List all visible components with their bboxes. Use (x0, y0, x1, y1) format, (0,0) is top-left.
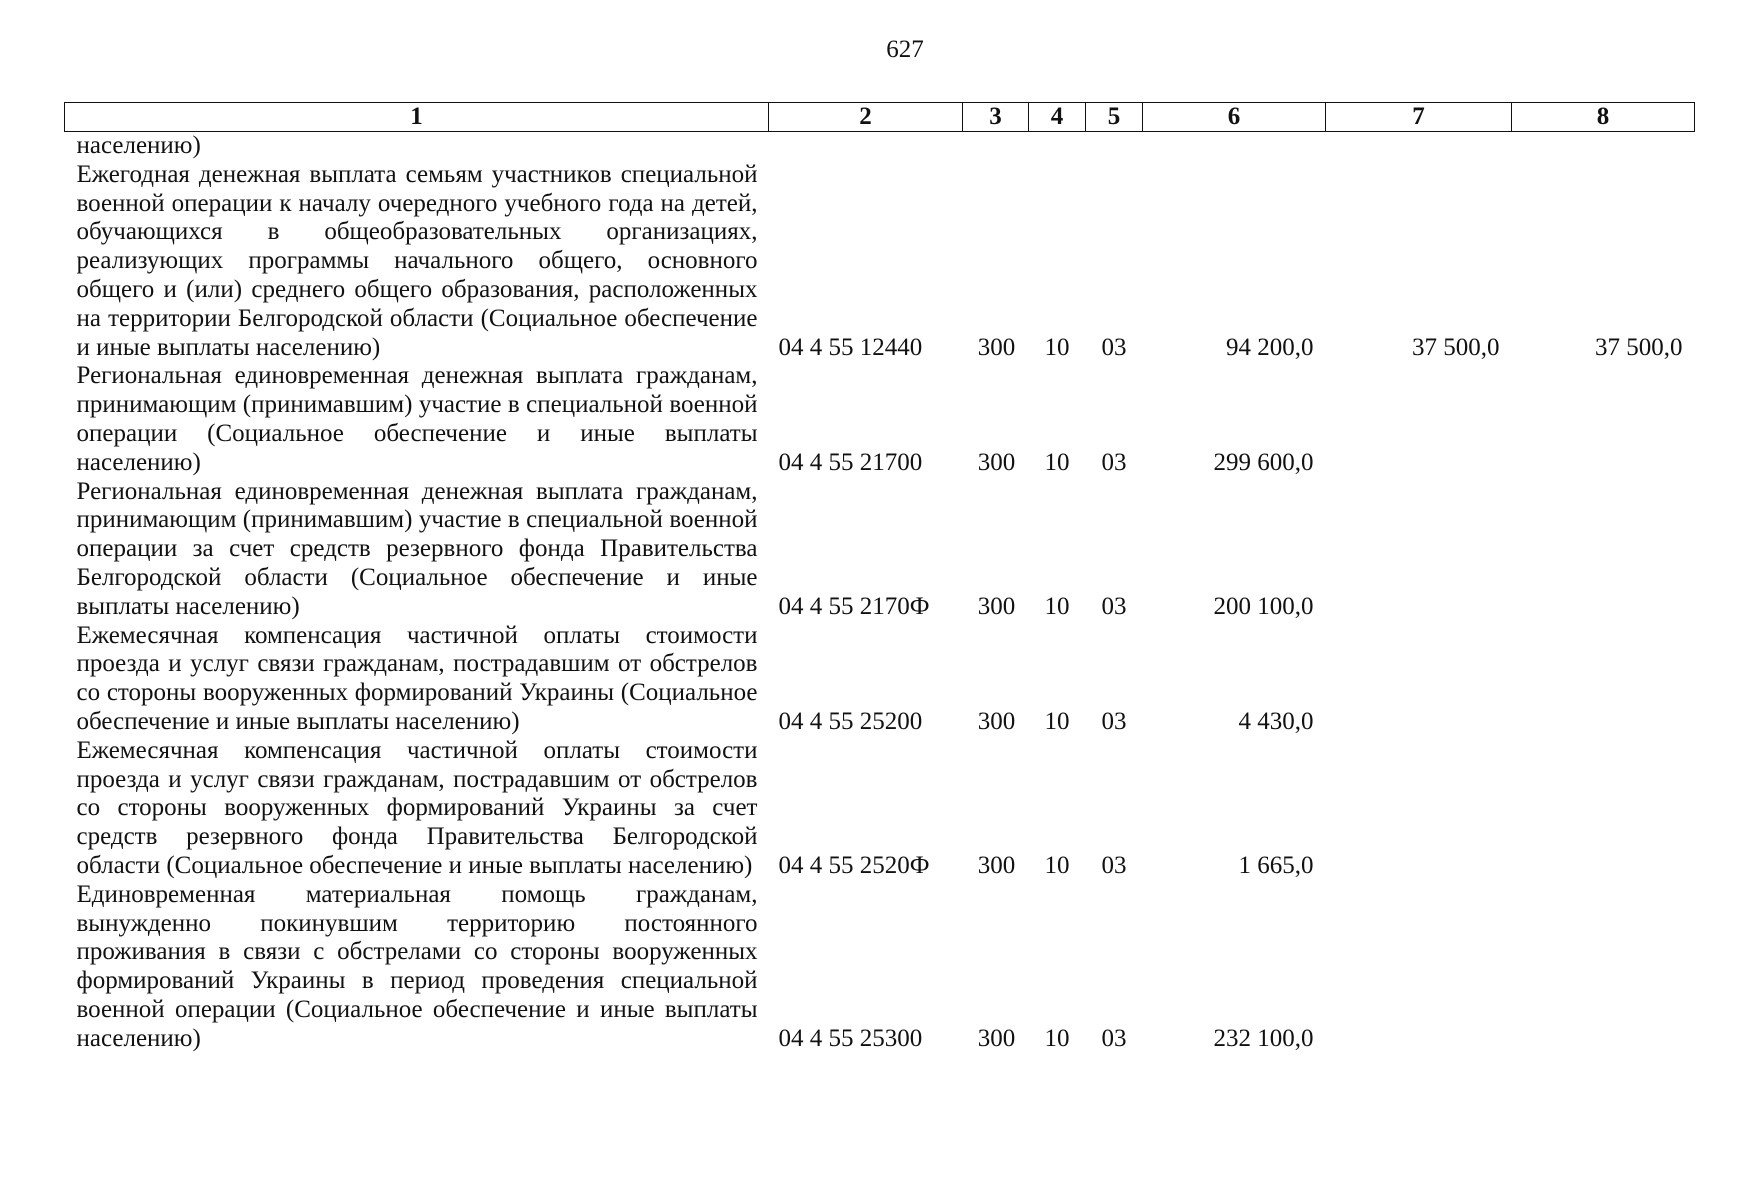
row-col-5: 03 (1101, 448, 1127, 476)
row-col-4: 10 (1044, 707, 1070, 735)
header-col-2: 2 (769, 103, 963, 132)
row-description: населению) (76, 132, 201, 159)
row-col-8: 37 500,0 (1595, 333, 1683, 361)
row-col-7: 37 500,0 (1412, 333, 1500, 361)
table-body (65, 132, 1695, 1054)
row-code: 04 4 55 12440 (778, 333, 923, 361)
header-col-4: 4 (1029, 103, 1086, 132)
row-col-3: 300 (977, 448, 1016, 476)
row-col-6 (1143, 132, 1326, 161)
row-code: 04 4 55 25300 (778, 1024, 923, 1052)
row-description: Ежемесячная компенсация частичной оплаты стоимости проезда и услуг связи гражданам, пострадавшим от обстрелов со стороны вооруженных формирований Украины (Социальное обеспечение и иные выплаты населению) (76, 621, 758, 735)
row-col-7 (1326, 478, 1512, 622)
row-col-4 (1029, 132, 1086, 161)
row-code: 04 4 55 2170Ф (778, 592, 930, 620)
row-col-3: 300 (977, 851, 1016, 879)
row-col-6: 4 430,0 (1238, 707, 1314, 735)
row-col-4: 10 (1044, 592, 1070, 620)
row-col-6: 1 665,0 (1238, 851, 1314, 879)
row-col-5: 03 (1101, 1024, 1127, 1052)
table-row (65, 737, 1695, 881)
row-description: Региональная единовременная денежная выплата гражданам, принимающим (принимавшим) участие в специальной военной операции (Социальное обеспечение и иные выплаты населению) (76, 362, 758, 476)
row-code: 04 4 55 25200 (778, 707, 923, 735)
row-col-6: 94 200,0 (1226, 333, 1314, 361)
row-description: Единовременная материальная помощь гражданам, вынужденно покинувшим территорию постоянного проживания в связи с обстрелами со стороны вооруженных формирований Украины в период проведения специальной военной операции (Социальное обеспечение и иные выплаты населению) (76, 880, 758, 1052)
row-col-4: 10 (1044, 448, 1070, 476)
table-row (65, 622, 1695, 737)
row-col-8 (1512, 478, 1695, 622)
row-col-6: 299 600,0 (1213, 448, 1314, 476)
row-col-3 (963, 132, 1029, 161)
header-col-1: 1 (65, 103, 769, 132)
row-col-3: 300 (977, 707, 1016, 735)
row-col-8 (1512, 132, 1695, 161)
row-code: 04 4 55 2520Ф (778, 851, 930, 879)
table-row (65, 132, 1695, 161)
row-col-7 (1326, 737, 1512, 881)
row-col-3: 300 (977, 592, 1016, 620)
table-row (65, 161, 1695, 363)
header-col-5: 5 (1086, 103, 1143, 132)
header-col-3: 3 (963, 103, 1029, 132)
row-col-8 (1512, 737, 1695, 881)
row-col-8 (1512, 622, 1695, 737)
row-description: Ежемесячная компенсация частичной оплаты стоимости проезда и услуг связи гражданам, пострадавшим от обстрелов со стороны вооруженных формирований Украины за счет средств резервного фонда Правительства Белгородской области (Социальное обеспечение и иные выплаты населению) (76, 736, 758, 879)
header-row (65, 103, 1695, 132)
row-col-8 (1512, 881, 1695, 1054)
row-col-6: 232 100,0 (1213, 1024, 1314, 1052)
row-description: Региональная единовременная денежная выплата гражданам, принимающим (принимавшим) участие в специальной военной операции за счет средств резервного фонда Правительства Белгородской области (Социальное обеспечение и иные выплаты населению) (76, 477, 758, 620)
table-row (65, 362, 1695, 477)
row-col-5: 03 (1101, 333, 1127, 361)
row-col-5 (1086, 132, 1143, 161)
row-col-5: 03 (1101, 707, 1127, 735)
budget-table (64, 102, 1695, 1054)
row-col-7 (1326, 881, 1512, 1054)
row-col-5: 03 (1101, 592, 1127, 620)
table-row (65, 881, 1695, 1054)
row-col-7 (1326, 132, 1512, 161)
row-col-7 (1326, 622, 1512, 737)
table-row (65, 478, 1695, 622)
header-col-8: 8 (1512, 103, 1695, 132)
header-col-7: 7 (1326, 103, 1512, 132)
row-col-3: 300 (977, 333, 1016, 361)
row-col-3: 300 (977, 1024, 1016, 1052)
row-col-4: 10 (1044, 333, 1070, 361)
row-col-8 (1512, 362, 1695, 477)
row-col-4: 10 (1044, 851, 1070, 879)
row-code (769, 132, 963, 161)
header-col-6: 6 (1143, 103, 1326, 132)
row-col-7 (1326, 362, 1512, 477)
row-code: 04 4 55 21700 (778, 448, 923, 476)
row-col-6: 200 100,0 (1213, 592, 1314, 620)
row-description: Ежегодная денежная выплата семьям участников специальной военной операции к началу очередного учебного года на детей, обучающихся в общеобразовательных организациях, реализующих программы начального общего, основного общего и (или) среднего общего образования, расположенных на территории Белгородской области (Социальное обеспечение и иные выплаты населению) (76, 160, 758, 361)
row-col-5: 03 (1101, 851, 1127, 879)
table-header (65, 103, 1695, 132)
page-number: 627 (886, 36, 924, 63)
row-col-4: 10 (1044, 1024, 1070, 1052)
